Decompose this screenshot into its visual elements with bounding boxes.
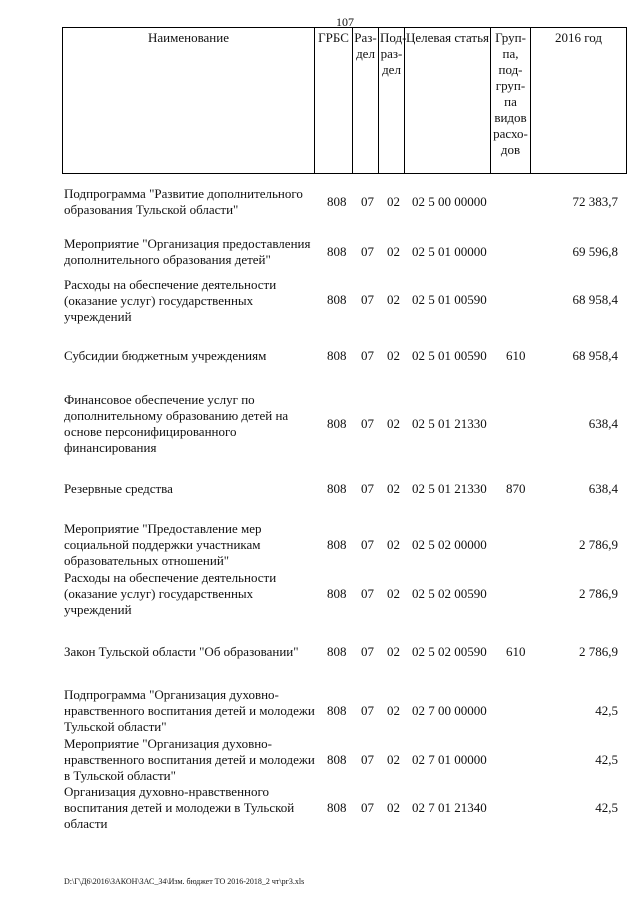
row-razdel: 07	[361, 800, 374, 815]
row-grbs: 808	[327, 244, 347, 259]
header-grbs: ГРБС	[315, 28, 353, 174]
header-year: 2016 год	[531, 28, 627, 174]
header-group: Груп- па, под- груп- па видов расхо- дов	[491, 28, 531, 174]
row-target: 02 5 00 00000	[412, 194, 487, 209]
row-podrazdel: 02	[387, 348, 400, 363]
row-grbs: 808	[327, 416, 347, 431]
row-grbs: 808	[327, 800, 347, 815]
row-target: 02 5 01 00000	[412, 244, 487, 259]
row-sum: 638,4	[588, 481, 618, 496]
row-podrazdel: 02	[387, 800, 400, 815]
row-razdel: 07	[361, 194, 374, 209]
row-razdel: 07	[361, 348, 374, 363]
row-sum: 68 958,4	[572, 348, 618, 363]
row-podrazdel: 02	[387, 537, 400, 552]
row-grbs: 808	[327, 644, 347, 659]
row-name: Расходы на обеспечение деятельности (оказание услуг) государственных учреждений	[64, 570, 277, 617]
row-grbs: 808	[327, 348, 347, 363]
row-razdel: 07	[361, 752, 374, 767]
row-podrazdel: 02	[387, 644, 400, 659]
row-grbs: 808	[327, 586, 347, 601]
row-sum: 69 596,8	[572, 244, 618, 259]
row-sum: 42,5	[595, 703, 618, 718]
row-grbs: 808	[327, 703, 347, 718]
row-podrazdel: 02	[387, 481, 400, 496]
row-name: Финансовое обеспечение услуг по дополнительному образованию детей на основе персонифицированного финансирования	[64, 392, 289, 455]
row-sum: 2 786,9	[579, 586, 618, 601]
row-podrazdel: 02	[387, 416, 400, 431]
row-razdel: 07	[361, 292, 374, 307]
row-razdel: 07	[361, 244, 374, 259]
row-sum: 42,5	[595, 752, 618, 767]
row-podrazdel: 02	[387, 194, 400, 209]
row-name: Расходы на обеспечение деятельности (оказание услуг) государственных учреждений	[64, 277, 277, 324]
row-name: Мероприятие "Предоставление мер социальной поддержки участникам образовательных отношений"	[64, 521, 262, 568]
header-podrazdel: Под- раз- дел	[379, 28, 405, 174]
row-name: Организация духовно-нравственного воспитания детей и молодежи в Тульской области	[64, 784, 295, 831]
row-grbs: 808	[327, 537, 347, 552]
row-sum: 72 383,7	[572, 194, 618, 209]
row-razdel: 07	[361, 644, 374, 659]
row-razdel: 07	[361, 703, 374, 718]
row-group: 610	[506, 348, 526, 363]
header-target: Целевая статья	[405, 28, 491, 174]
row-grbs: 808	[327, 194, 347, 209]
row-target: 02 5 01 21330	[412, 416, 487, 431]
row-podrazdel: 02	[387, 292, 400, 307]
row-target: 02 5 01 00590	[412, 348, 487, 363]
row-target: 02 5 02 00590	[412, 586, 487, 601]
header-razdel: Раз- дел	[353, 28, 379, 174]
row-target: 02 5 01 21330	[412, 481, 487, 496]
row-name: Резервные средства	[64, 481, 173, 496]
row-sum: 638,4	[588, 416, 618, 431]
row-sum: 2 786,9	[579, 537, 618, 552]
table-header	[62, 27, 627, 174]
row-name: Мероприятие "Организация предоставления дополнительного образования детей"	[64, 236, 311, 267]
row-name: Подпрограмма "Организация духовно- нравственного воспитания детей и молодежи Тульской области"	[64, 687, 315, 734]
row-sum: 68 958,4	[572, 292, 618, 307]
row-target: 02 5 02 00000	[412, 537, 487, 552]
row-podrazdel: 02	[387, 703, 400, 718]
row-name: Закон Тульской области "Об образовании"	[64, 644, 299, 659]
row-group: 610	[506, 644, 526, 659]
row-grbs: 808	[327, 752, 347, 767]
row-sum: 2 786,9	[579, 644, 618, 659]
row-grbs: 808	[327, 481, 347, 496]
page-number: 107	[336, 15, 354, 29]
row-target: 02 7 01 21340	[412, 800, 487, 815]
footer-file-path: D:\Г\Д6\2016\ЗАКОН\ЗАС_34\Изм. бюджет ТО 2016-2018_2 чт\рг3.xls	[64, 877, 305, 886]
row-target: 02 5 02 00590	[412, 644, 487, 659]
row-name: Субсидии бюджетным учреждениям	[64, 348, 267, 363]
row-sum: 42,5	[595, 800, 618, 815]
row-name: Подпрограмма "Развитие дополнительного образования Тульской области"	[64, 186, 303, 217]
row-razdel: 07	[361, 586, 374, 601]
row-razdel: 07	[361, 537, 374, 552]
row-group: 870	[506, 481, 526, 496]
row-podrazdel: 02	[387, 586, 400, 601]
row-target: 02 7 00 00000	[412, 703, 487, 718]
row-podrazdel: 02	[387, 752, 400, 767]
row-target: 02 5 01 00590	[412, 292, 487, 307]
row-grbs: 808	[327, 292, 347, 307]
row-name: Мероприятие "Организация духовно- нравственного воспитания детей и молодежи в Тульской области"	[64, 736, 315, 783]
row-razdel: 07	[361, 416, 374, 431]
row-target: 02 7 01 00000	[412, 752, 487, 767]
header-name: Наименование	[63, 28, 315, 174]
row-podrazdel: 02	[387, 244, 400, 259]
row-razdel: 07	[361, 481, 374, 496]
